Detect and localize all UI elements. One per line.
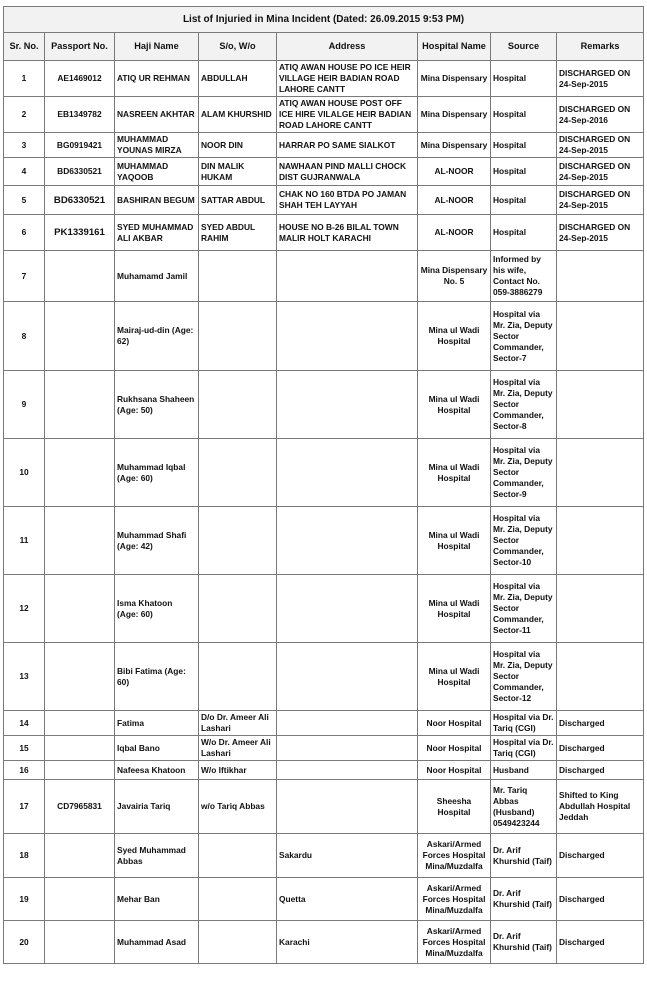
passport-cell: CD7965831 [45,780,115,834]
column-header-address: Address [277,33,418,61]
haji-name-cell: Mairaj-ud-din (Age: 62) [115,302,199,371]
haji-name-cell: NASREEN AKHTAR [115,97,199,133]
remarks-cell: Discharged [557,878,644,921]
relation-cell: W/o Dr. Ameer Ali Lashari [199,736,277,761]
table-row [4,761,644,780]
passport-cell [45,834,115,878]
table-row [4,921,644,964]
haji-name-cell: Javairia Tariq [115,780,199,834]
remarks-cell: Discharged [557,711,644,736]
table-header-row [4,33,644,61]
sr-cell: 5 [4,186,45,215]
column-header-passport-no: Passport No. [45,33,115,61]
hospital-cell: Noor Hospital [418,736,491,761]
remarks-cell: DISCHARGED ON 24-Sep-2015 [557,215,644,251]
address-cell [277,302,418,371]
hospital-cell: Mina Dispensary [418,97,491,133]
haji-name-cell: Mehar Ban [115,878,199,921]
relation-cell [199,834,277,878]
source-cell: Dr. Arif Khurshid (Taif) [491,921,557,964]
source-cell: Hospital [491,97,557,133]
hospital-cell: Noor Hospital [418,711,491,736]
haji-name-cell: ATIQ UR REHMAN [115,61,199,97]
address-cell: Quetta [277,878,418,921]
address-cell [277,371,418,439]
relation-cell: SATTAR ABDUL [199,186,277,215]
relation-cell [199,302,277,371]
source-cell: Informed by his wife, Contact No. 059-3886279 [491,251,557,302]
table-row [4,371,644,439]
injured-list-document [3,6,643,964]
sr-cell: 8 [4,302,45,371]
table-title-row [4,7,644,33]
address-cell: Karachi [277,921,418,964]
source-cell: Mr. Tariq Abbas (Husband) 0549423244 [491,780,557,834]
column-header-sr-no: Sr. No. [4,33,45,61]
remarks-cell: DISCHARGED ON 24-Sep-2015 [557,61,644,97]
relation-cell: NOOR DIN [199,133,277,158]
source-cell: Hospital [491,215,557,251]
table-row [4,643,644,711]
address-cell [277,251,418,302]
table-row [4,878,644,921]
address-cell [277,439,418,507]
table-row [4,711,644,736]
source-cell: Hospital via Dr. Tariq (CGI) [491,736,557,761]
column-header-haji-name: Haji Name [115,33,199,61]
passport-cell [45,371,115,439]
table-row [4,302,644,371]
haji-name-cell: SYED MUHAMMAD ALI AKBAR [115,215,199,251]
hospital-cell: Mina Dispensary No. 5 [418,251,491,302]
haji-name-cell: MUHAMMAD YAQOOB [115,158,199,186]
hospital-cell: Mina ul Wadi Hospital [418,371,491,439]
source-cell: Hospital via Mr. Zia, Deputy Sector Commander, Sector-10 [491,507,557,575]
passport-cell [45,643,115,711]
source-cell: Hospital via Mr. Zia, Deputy Sector Commander, Sector-7 [491,302,557,371]
haji-name-cell: MUHAMMAD YOUNAS MIRZA [115,133,199,158]
table-row [4,158,644,186]
source-cell: Dr. Arif Khurshid (Taif) [491,878,557,921]
source-cell: Hospital via Mr. Zia, Deputy Sector Commander, Sector-9 [491,439,557,507]
table-row [4,834,644,878]
relation-cell [199,575,277,643]
sr-cell: 1 [4,61,45,97]
remarks-cell [557,251,644,302]
sr-cell: 19 [4,878,45,921]
passport-cell [45,439,115,507]
table-row [4,61,644,97]
passport-cell [45,736,115,761]
passport-cell [45,878,115,921]
haji-name-cell: Iqbal Bano [115,736,199,761]
relation-cell [199,507,277,575]
table-row [4,97,644,133]
address-cell: HOUSE NO B-26 BILAL TOWN MALIR HOLT KARACHI [277,215,418,251]
passport-cell: EB1349782 [45,97,115,133]
haji-name-cell: Fatima [115,711,199,736]
sr-cell: 18 [4,834,45,878]
passport-cell [45,251,115,302]
relation-cell [199,251,277,302]
hospital-cell: Askari/Armed Forces Hospital Mina/Muzdalfa [418,834,491,878]
address-cell [277,736,418,761]
sr-cell: 9 [4,371,45,439]
remarks-cell [557,302,644,371]
sr-cell: 7 [4,251,45,302]
source-cell: Dr. Arif Khurshid (Taif) [491,834,557,878]
address-cell: ATIQ AWAN HOUSE PO ICE HEIR VILLAGE HEIR BADIAN ROAD LAHORE CANTT [277,61,418,97]
source-cell: Hospital [491,61,557,97]
hospital-cell: Mina ul Wadi Hospital [418,439,491,507]
hospital-cell: AL-NOOR [418,158,491,186]
haji-name-cell: Muhammad Iqbal (Age: 60) [115,439,199,507]
remarks-cell [557,371,644,439]
relation-cell: w/o Tariq Abbas [199,780,277,834]
address-cell: ATIQ AWAN HOUSE POST OFF ICE HIRE VILALGE HEIR BADIAN ROAD LAHORE CANTT [277,97,418,133]
address-cell [277,575,418,643]
table-row [4,186,644,215]
source-cell: Hospital via Mr. Zia, Deputy Sector Commander, Sector-8 [491,371,557,439]
haji-name-cell: Rukhsana Shaheen (Age: 50) [115,371,199,439]
remarks-cell [557,439,644,507]
hospital-cell: AL-NOOR [418,186,491,215]
relation-cell: ABDULLAH [199,61,277,97]
passport-cell [45,921,115,964]
hospital-cell: Mina Dispensary [418,133,491,158]
table-row [4,439,644,507]
sr-cell: 2 [4,97,45,133]
relation-cell: SYED ABDUL RAHIM [199,215,277,251]
table-row [4,215,644,251]
hospital-cell: Mina ul Wadi Hospital [418,302,491,371]
address-cell: NAWHAAN PIND MALLI CHOCK DIST GUJRANWALA [277,158,418,186]
remarks-cell: Discharged [557,736,644,761]
remarks-cell [557,507,644,575]
remarks-cell: DISCHARGED ON 24-Sep-2016 [557,97,644,133]
passport-cell [45,575,115,643]
source-cell: Hospital via Dr. Tariq (CGI) [491,711,557,736]
sr-cell: 15 [4,736,45,761]
address-cell [277,711,418,736]
haji-name-cell: Bibi Fatima (Age: 60) [115,643,199,711]
sr-cell: 11 [4,507,45,575]
sr-cell: 16 [4,761,45,780]
haji-name-cell: Muhammad Shafi (Age: 42) [115,507,199,575]
source-cell: Hospital [491,158,557,186]
passport-cell [45,302,115,371]
passport-cell: AE1469012 [45,61,115,97]
passport-cell: BG0919421 [45,133,115,158]
column-header-relation: S/o, W/o [199,33,277,61]
table-row [4,251,644,302]
passport-cell: PK1339161 [45,215,115,251]
relation-cell: ALAM KHURSHID [199,97,277,133]
address-cell [277,507,418,575]
remarks-cell [557,643,644,711]
relation-cell [199,643,277,711]
hospital-cell: Mina ul Wadi Hospital [418,643,491,711]
remarks-cell: Discharged [557,761,644,780]
haji-name-cell: Syed Muhammad Abbas [115,834,199,878]
remarks-cell: DISCHARGED ON 24-Sep-2015 [557,158,644,186]
passport-cell [45,507,115,575]
sr-cell: 13 [4,643,45,711]
table-row [4,736,644,761]
table-body [4,61,644,964]
sr-cell: 20 [4,921,45,964]
address-cell [277,761,418,780]
sr-cell: 4 [4,158,45,186]
sr-cell: 6 [4,215,45,251]
relation-cell: D/o Dr. Ameer Ali Lashari [199,711,277,736]
column-header-source: Source [491,33,557,61]
hospital-cell: Noor Hospital [418,761,491,780]
source-cell: Hospital [491,186,557,215]
hospital-cell: Askari/Armed Forces Hospital Mina/Muzdalfa [418,878,491,921]
source-cell: Husband [491,761,557,780]
remarks-cell: Discharged [557,921,644,964]
address-cell: CHAK NO 160 BTDA PO JAMAN SHAH TEH LAYYAH [277,186,418,215]
remarks-cell [557,575,644,643]
haji-name-cell: Muhamamd Jamil [115,251,199,302]
hospital-cell: Mina Dispensary [418,61,491,97]
relation-cell [199,371,277,439]
haji-name-cell: Muhammad Asad [115,921,199,964]
address-cell: Sakardu [277,834,418,878]
address-cell [277,780,418,834]
hospital-cell: Mina ul Wadi Hospital [418,575,491,643]
relation-cell [199,921,277,964]
hospital-cell: Askari/Armed Forces Hospital Mina/Muzdalfa [418,921,491,964]
haji-name-cell: BASHIRAN BEGUM [115,186,199,215]
column-header-remarks: Remarks [557,33,644,61]
relation-cell: DIN MALIK HUKAM [199,158,277,186]
passport-cell: BD6330521 [45,158,115,186]
column-header-hospital-name: Hospital Name [418,33,491,61]
sr-cell: 17 [4,780,45,834]
relation-cell [199,878,277,921]
remarks-cell: Discharged [557,834,644,878]
remarks-cell: DISCHARGED ON 24-Sep-2015 [557,186,644,215]
hospital-cell: AL-NOOR [418,215,491,251]
address-cell [277,643,418,711]
table-row [4,507,644,575]
sr-cell: 14 [4,711,45,736]
injured-table [3,6,644,964]
relation-cell [199,439,277,507]
remarks-cell: Shifted to King Abdullah Hospital Jeddah [557,780,644,834]
haji-name-cell: Isma Khatoon (Age: 60) [115,575,199,643]
source-cell: Hospital via Mr. Zia, Deputy Sector Commander, Sector-11 [491,575,557,643]
table-row [4,133,644,158]
source-cell: Hospital [491,133,557,158]
document-title: List of Injuried in Mina Incident (Dated: 26.09.2015 9:53 PM) [4,7,644,33]
passport-cell: BD6330521 [45,186,115,215]
table-row [4,780,644,834]
sr-cell: 10 [4,439,45,507]
passport-cell [45,761,115,780]
passport-cell [45,711,115,736]
haji-name-cell: Nafeesa Khatoon [115,761,199,780]
sr-cell: 3 [4,133,45,158]
hospital-cell: Sheesha Hospital [418,780,491,834]
table-row [4,575,644,643]
source-cell: Hospital via Mr. Zia, Deputy Sector Commander, Sector-12 [491,643,557,711]
hospital-cell: Mina ul Wadi Hospital [418,507,491,575]
sr-cell: 12 [4,575,45,643]
address-cell: HARRAR PO SAME SIALKOT [277,133,418,158]
relation-cell: W/o Iftikhar [199,761,277,780]
remarks-cell: DISCHARGED ON 24-Sep-2015 [557,133,644,158]
